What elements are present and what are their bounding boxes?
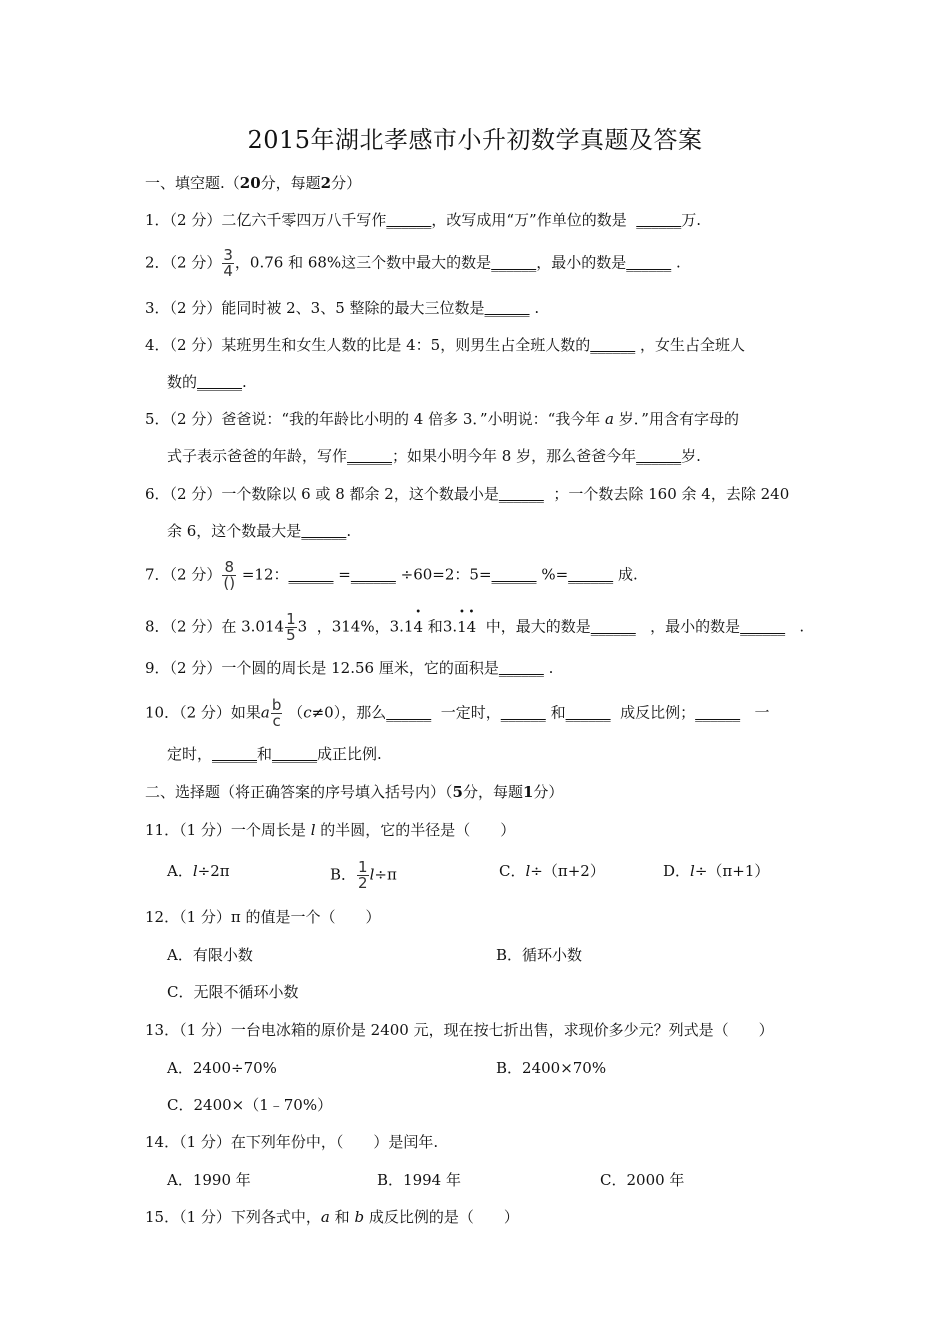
variable: l xyxy=(690,862,695,880)
answer-blank: ______ xyxy=(197,373,243,391)
question-text: 和 xyxy=(427,617,443,636)
question-text: ，女生占全班人 xyxy=(640,336,746,354)
question-text: 中，最大的数是 xyxy=(485,617,591,636)
answer-blank: ______ xyxy=(568,565,614,584)
fraction xyxy=(285,612,297,643)
question-text: 和 xyxy=(334,1208,350,1226)
option-a xyxy=(167,860,230,882)
answer-blank: ______ xyxy=(498,485,544,503)
question-text: ，改写成用“万”作单位的数是 xyxy=(431,211,627,229)
variable: l xyxy=(310,821,316,839)
question-14: 14．（1 分）在下列年份中，（ ）是闰年. xyxy=(145,1133,439,1151)
fraction-numerator: 8 xyxy=(222,560,236,576)
repeating-decimal: 3. xyxy=(442,617,458,636)
question-text: 9．（2 分）一个圆的周长是 12.56 厘米，它的面积是 xyxy=(145,659,499,677)
question-7 xyxy=(145,560,638,591)
question-text: ，最小的数是 xyxy=(650,617,741,636)
section-2-header-text: 分） xyxy=(533,783,564,801)
option-text: ÷（π+1） xyxy=(694,862,770,880)
answer-blank: ______ xyxy=(590,617,636,636)
section-1-points: 20 xyxy=(239,174,261,192)
fraction xyxy=(357,860,369,891)
question-text: 成反比例的是（ ） xyxy=(368,1208,519,1226)
question-text: ；如果小明今年 8 岁，那么爸爸今年 xyxy=(392,447,637,465)
question-text: 成反比例； xyxy=(620,703,696,722)
section-1-header-text: 一、填空题.（ xyxy=(145,174,240,192)
option-c: C．2400×（1﹣70%） xyxy=(167,1096,333,1114)
answer-blank: ______ xyxy=(565,703,611,722)
question-text: ；一个数去除 160 余 4，去除 240 xyxy=(553,485,790,503)
answer-blank: ______ xyxy=(498,659,544,677)
question-text: 一定时， xyxy=(440,703,501,722)
answer-blank: ______ xyxy=(301,522,347,540)
variable: a xyxy=(260,703,270,722)
answer-blank: ______ xyxy=(386,703,432,722)
question-text: 10．（2 分）如果 xyxy=(145,703,261,722)
question-text: 7．（2 分） xyxy=(145,565,222,584)
question-text: . xyxy=(675,253,681,272)
fraction-numerator: b xyxy=(271,696,282,714)
page-title: 2015年湖北孝感市小升初数学真题及答案 xyxy=(247,126,703,154)
answer-blank: ______ xyxy=(491,565,537,584)
question-text: 式子表示爸爸的年龄，写作 xyxy=(167,447,348,465)
question-text: %= xyxy=(541,565,569,584)
answer-blank: ______ xyxy=(636,447,682,465)
repeating-digit: • 4 xyxy=(467,616,477,638)
answer-blank: ______ xyxy=(272,745,318,763)
fraction xyxy=(222,560,236,591)
answer-blank: ______ xyxy=(636,211,682,229)
option-label: A． xyxy=(167,862,193,880)
fraction-numerator: 1 xyxy=(286,610,296,628)
question-text: =12： xyxy=(241,565,289,584)
question-text: 定时， xyxy=(167,745,213,763)
question-15 xyxy=(145,1206,519,1228)
option-label: C． xyxy=(499,862,526,880)
question-text: 1．（2 分）二亿六千零四万八千写作 xyxy=(145,211,387,229)
variable: a xyxy=(320,1208,330,1226)
question-text: 6．（2 分）一个数除以 6 或 8 都余 2，这个数最小是 xyxy=(145,485,499,503)
question-1 xyxy=(145,209,701,231)
question-text: 5．（2 分）爸爸说：“我的年龄比小明的 4 倍多 3．”小明说：“我今年 xyxy=(145,410,601,428)
question-6-line-2 xyxy=(167,520,351,542)
question-text: . xyxy=(534,299,540,317)
fraction-denominator: c xyxy=(272,712,281,730)
question-text: 一 xyxy=(754,703,770,722)
variable: l xyxy=(369,865,375,884)
fraction-denominator: 5 xyxy=(286,626,296,644)
question-text: . xyxy=(548,659,554,677)
option-b: B．2400×70% xyxy=(496,1059,607,1077)
question-13: 13．（1 分）一台电冰箱的原价是 2400 元，现在按七折出售，求现价多少元？列式是（ ） xyxy=(145,1021,774,1039)
answer-blank: ______ xyxy=(484,299,530,317)
question-text: 成. xyxy=(617,565,638,584)
fraction-denominator: () xyxy=(223,574,236,592)
section-1-each: 2 xyxy=(320,174,332,192)
question-3 xyxy=(145,297,539,319)
question-text: ≠0），那么 xyxy=(311,703,387,722)
answer-blank: ______ xyxy=(212,745,258,763)
section-2-header xyxy=(145,781,563,803)
question-4 xyxy=(145,334,745,356)
option-c: C．无限不循环小数 xyxy=(167,983,299,1001)
fraction-numerator: 3 xyxy=(223,246,233,264)
question-5-line-2 xyxy=(167,445,701,467)
question-text: . xyxy=(242,373,247,391)
question-text: 成正比例. xyxy=(317,745,382,763)
question-12: 12．（1 分）π 的值是一个（ ） xyxy=(145,908,381,926)
question-text: 余 6，这个数最大是 xyxy=(167,522,302,540)
question-text: . xyxy=(346,522,352,540)
repeating-digit: • 4 xyxy=(413,616,423,638)
question-text: 3．（2 分）能同时被 2、3、5 整除的最大三位数是 xyxy=(145,299,485,317)
answer-blank: ______ xyxy=(740,617,786,636)
section-1-header-text: 分，每题 xyxy=(260,174,321,192)
variable: l xyxy=(192,862,198,880)
section-2-header-text: 分，每题 xyxy=(462,783,523,801)
question-5 xyxy=(145,408,739,430)
fraction xyxy=(222,248,234,279)
option-label: D． xyxy=(663,862,691,880)
option-text: ÷（π+2） xyxy=(530,862,605,880)
question-text: 4．（2 分）某班男生和女生人数的比是 4：5，则男生占全班人数的 xyxy=(145,336,591,354)
question-text: ，最小的数是 xyxy=(536,253,627,272)
option-text: ÷2π xyxy=(197,862,230,880)
section-2-points: 5 xyxy=(452,783,463,801)
option-a: A．1990 年 xyxy=(167,1171,251,1189)
option-a: A．2400÷70% xyxy=(167,1059,277,1077)
question-text: 11．（1 分）一个周长是 xyxy=(145,821,306,839)
mixed-number-whole: 3 xyxy=(297,617,308,636)
variable: l xyxy=(525,862,531,880)
option-a: A．有限小数 xyxy=(167,946,253,964)
option-c xyxy=(499,860,605,882)
question-text: 岁．”用含有字母的 xyxy=(618,410,739,428)
question-text: 和 xyxy=(550,703,566,722)
answer-blank: ______ xyxy=(347,447,393,465)
answer-blank: ______ xyxy=(350,565,396,584)
question-text: . xyxy=(799,617,805,636)
option-b xyxy=(330,860,397,891)
section-2-header-text: 二、选择题（将正确答案的序号填入括号内）（ xyxy=(145,783,453,801)
answer-blank: ______ xyxy=(626,253,672,272)
question-text: 的半圆，它的半径是（ ） xyxy=(320,821,516,839)
question-text: ，0.76 和 68%这三个数中最大的数是 xyxy=(234,253,492,272)
answer-blank: ______ xyxy=(491,253,537,272)
variable: b xyxy=(354,1208,365,1226)
question-4-line-2 xyxy=(167,371,247,393)
variable: a xyxy=(605,410,614,428)
question-2 xyxy=(145,248,681,279)
answer-blank: ______ xyxy=(288,565,334,584)
option-b: B．循环小数 xyxy=(496,946,583,964)
question-text: ，314%， xyxy=(316,617,390,636)
question-text: 2．（2 分） xyxy=(145,253,222,272)
question-text: 和 xyxy=(257,745,273,763)
section-1-header-text: 分） xyxy=(331,174,362,192)
question-text: 15．（1 分）下列各式中， xyxy=(145,1208,321,1226)
option-d xyxy=(663,860,769,882)
question-8 xyxy=(145,612,804,643)
option-c: C．2000 年 xyxy=(600,1171,685,1189)
repeating-decimal: 3.1 xyxy=(389,617,414,636)
repeating-digit: • 1 xyxy=(457,616,467,638)
question-text: 8．（2 分）在 3.014 xyxy=(145,617,285,636)
answer-blank: ______ xyxy=(590,336,636,354)
section-2-each: 1 xyxy=(522,783,534,801)
option-text: ÷π xyxy=(374,865,397,884)
question-6 xyxy=(145,483,789,505)
question-10-line-2 xyxy=(167,743,382,765)
fraction-denominator: 2 xyxy=(358,874,368,892)
option-label: B． xyxy=(330,865,357,884)
question-10 xyxy=(145,698,769,729)
answer-blank: ______ xyxy=(695,703,741,722)
question-text: 万. xyxy=(681,211,702,229)
section-1-header xyxy=(145,172,361,194)
question-text: 岁. xyxy=(681,447,701,465)
question-text: 数的 xyxy=(167,373,198,391)
answer-blank: ______ xyxy=(386,211,432,229)
question-11 xyxy=(145,819,515,841)
option-b: B．1994 年 xyxy=(377,1171,461,1189)
answer-blank: ______ xyxy=(500,703,546,722)
question-text: = xyxy=(338,565,351,584)
variable: c xyxy=(303,703,312,722)
fraction-denominator: 4 xyxy=(223,262,233,280)
question-9 xyxy=(145,657,553,679)
question-text: ÷60=2：5= xyxy=(400,565,492,584)
fraction-numerator: 1 xyxy=(358,858,368,876)
question-text: （ xyxy=(288,703,304,722)
fraction xyxy=(271,698,283,729)
